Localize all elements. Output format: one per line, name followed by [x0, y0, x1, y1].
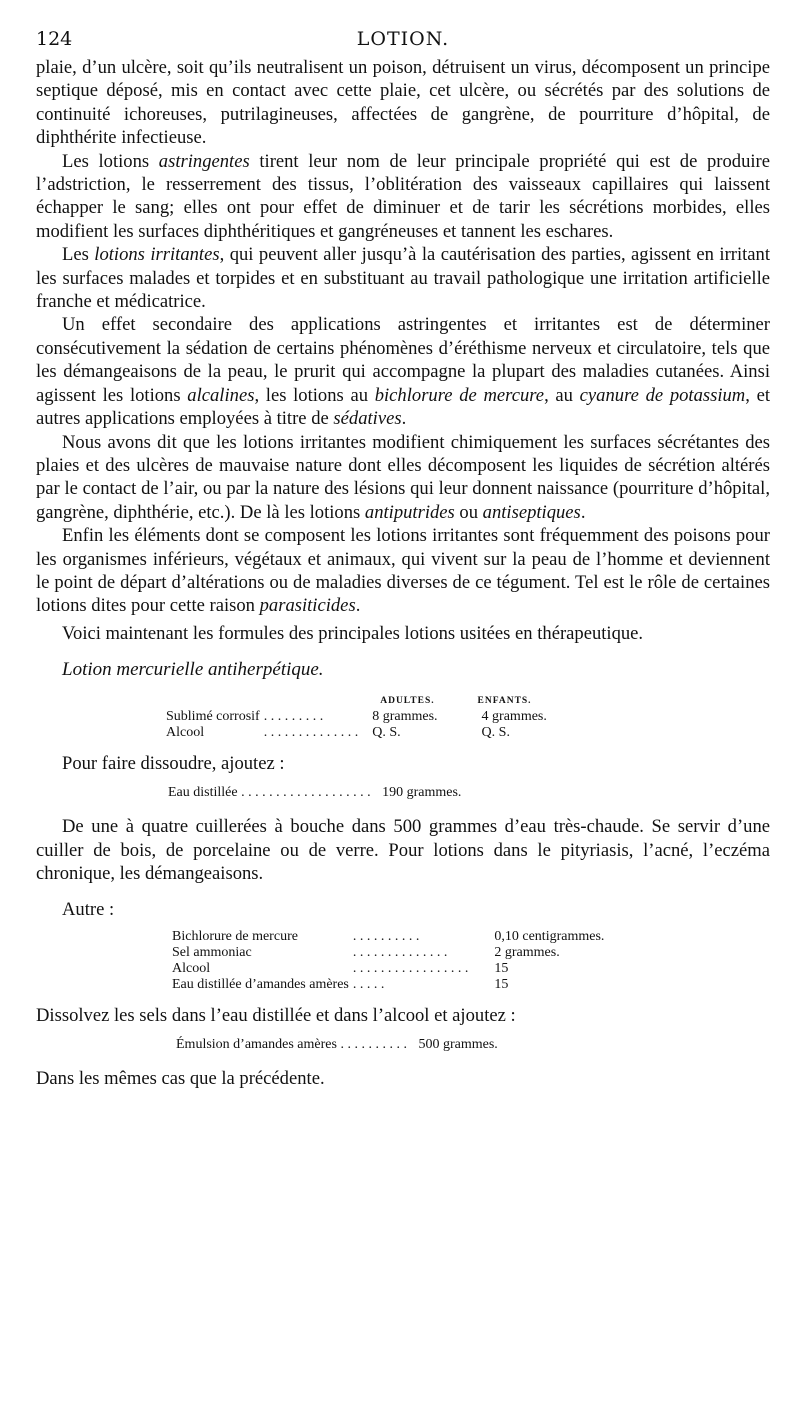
body-text — [36, 56, 770, 645]
emphasis: antiputrides — [364, 501, 455, 523]
page-header — [36, 28, 770, 56]
child-quantity: 4 grammes. — [481, 709, 547, 725]
text-run: , au — [544, 384, 580, 406]
text-run: , et autres applications employées à titre de — [36, 384, 771, 430]
paragraph-formules-intro: Voici maintenant les formules des principales lotions usitées en thérapeutique. — [62, 622, 644, 644]
ingredient-name: Alcool — [172, 961, 211, 977]
paragraph-parasiticides — [36, 524, 770, 618]
instruction-dissolvez: Dissolvez les sels dans l’eau distillée et dans l’alcool et ajoutez : — [36, 1005, 516, 1027]
quantity: 15 — [494, 977, 509, 993]
quantity: 0,10 centigrammes. — [494, 929, 605, 945]
leader-dots: . . . . . . . . . . . . . . . . . — [352, 961, 469, 977]
paragraph-1: plaie, d’un ulcère, soit qu’ils neutralisent un poison, détruisent un virus, décomposent un principe septique déposé, mis en contact avec cette plaie, cet ulcère, ou sécrétés par des solutions de continuité ichoreuses, putrilagineuses, affectées de gangrène, de pourriture d’hôpital, de diphthérite infectieuse. — [36, 57, 770, 149]
body-text-final — [36, 1067, 770, 1090]
emphasis: lotions irritantes — [94, 244, 220, 266]
ingredient-name: Bichlorure de mercure — [172, 929, 298, 945]
text-run: Les lotions — [62, 150, 159, 172]
paragraph-irritantes — [36, 243, 770, 313]
formula-row — [172, 961, 604, 977]
text-run: Nous avons dit que les lotions irritantes modifient chimiquement les surfaces sécrétantes des plaies et des ulcères de mauvaise nature dont elles décomposent les liquides de sécrétion altérés par le contact de l’air, ou par la nature des lésions qui leur donnent naissance (pourriture d’hôpital, gangrène, diphthérie, etc.). De là les lotions — [36, 431, 770, 523]
text-run: Un effet secondaire des applications astringentes et irritantes est de déterminer consécutivement la sédation de certains phénomènes d’éréthisme nerveux et circulatoire, tels que les démangeaisons de la peau, le prurit qui accompagne la plupart des maladies cutanées. Ainsi agissent les lotions — [36, 314, 770, 406]
emphasis: bichlorure de mercure — [374, 384, 545, 406]
quantity: 2 grammes. — [494, 945, 560, 961]
ingredient-name: Eau distillée — [168, 785, 238, 801]
formula-title-autre: Autre : — [62, 899, 115, 921]
formula-table-mercurielle — [166, 681, 770, 741]
ingredient-name: Émulsion d’amandes amères — [176, 1037, 337, 1053]
emphasis: cyanure de potassium — [579, 384, 746, 406]
child-quantity: Q. S. — [481, 725, 510, 741]
paragraph-usage: De une à quatre cuillerées à bouche dans 500 grammes d’eau très-chaude. Se servir d’une cuiller de bois, de porcelaine ou de verre. Pour lotions dans le pityriasis, l’acné, l’eczéma chronique, les démangeaisons. — [36, 816, 770, 884]
ingredient-name: Sel ammoniac — [172, 945, 252, 961]
formula-row — [172, 977, 604, 993]
formula-title: Lotion mercurielle antiherpétique. — [62, 659, 324, 681]
emphasis: parasiticides — [259, 595, 356, 617]
emphasis: sédatives — [333, 408, 402, 430]
ingredient-name: Sublimé corrosif — [166, 709, 260, 725]
adult-quantity: Q. S. — [372, 725, 401, 741]
formula-line-eau-distillee — [168, 785, 770, 801]
paragraph-effet-secondaire — [36, 313, 770, 430]
formula-row — [166, 725, 547, 741]
leader-dots: . . . . . . . . . . . . . . — [263, 725, 359, 741]
emphasis: astringentes — [158, 150, 250, 172]
leader-dots: . . . . . — [352, 977, 385, 993]
formula-table-autre — [172, 929, 770, 993]
instruction-dissoudre: Pour faire dissoudre, ajoutez : — [62, 753, 285, 775]
text-run: . — [401, 408, 407, 430]
ingredient-name: Eau distillée d’amandes amères — [172, 977, 349, 993]
page-number: 124 — [36, 28, 73, 50]
column-header-enfants: ENFANTS. — [477, 696, 532, 707]
leader-dots: . . . . . . . . . . . . . . . . . . . — [241, 785, 371, 801]
formula-row — [166, 709, 547, 725]
emphasis: alcalines — [187, 384, 255, 406]
formula-row — [172, 929, 604, 945]
adult-quantity: 8 grammes. — [372, 709, 438, 725]
text-run: , qui peuvent aller jusqu’à la cautérisation des parties, agissent en irritant les surfaces malades et torpides et en substituant au travail pathologique une irritation artificielle franche et médicatrice. — [36, 244, 770, 313]
column-header-adultes: ADULTES. — [380, 696, 435, 707]
leader-dots: . . . . . . . . . . . . . . — [352, 945, 448, 961]
leader-dots: . . . . . . . . . . — [352, 929, 420, 945]
text-run: , les lotions au — [254, 384, 375, 406]
leader-dots: . . . . . . . . . — [263, 709, 324, 725]
text-run: Enfin les éléments dont se composent les lotions irritantes sont fréquemment des poisons pour les organismes inférieurs, végétaux et animaux, qui vivent sur la peau de l’homme et deviennent le point de départ d’altérations ou de maladies diverses de ce tégument. Tel est le rôle de certaines lotions dites pour cette raison — [36, 525, 770, 617]
formula-line-emulsion — [176, 1037, 770, 1053]
text-run: ou — [454, 501, 483, 523]
ingredient-name: Alcool — [166, 725, 205, 741]
leader-dots: . . . . . . . . . . — [340, 1037, 407, 1053]
formula-row — [172, 945, 604, 961]
text-run: . — [355, 595, 361, 617]
text-run: Les — [62, 244, 95, 266]
quantity: 500 grammes. — [418, 1037, 498, 1053]
running-title: LOTION. — [356, 28, 450, 50]
paragraph-antiseptiques — [36, 431, 770, 525]
paragraph-astringentes — [36, 150, 770, 244]
quantity: 190 grammes. — [382, 785, 462, 801]
paragraph-final: Dans les mêmes cas que la précédente. — [36, 1068, 325, 1090]
text-run: tirent leur nom de leur principale propriété qui est de produire l’adstriction, le resserrement des tissus, l’oblitération des vaisseaux capillaires qui laissent échapper le sang; elles ont pour effet de diminuer et de tarir les sécrétions morbides, elles modifient les surfaces diphthéritiques et gangréneuses et tannent les eschares. — [36, 150, 770, 242]
text-run: . — [580, 501, 586, 523]
body-text-usage — [36, 815, 770, 885]
emphasis: antiseptiques — [482, 501, 581, 523]
quantity: 15 — [494, 961, 509, 977]
